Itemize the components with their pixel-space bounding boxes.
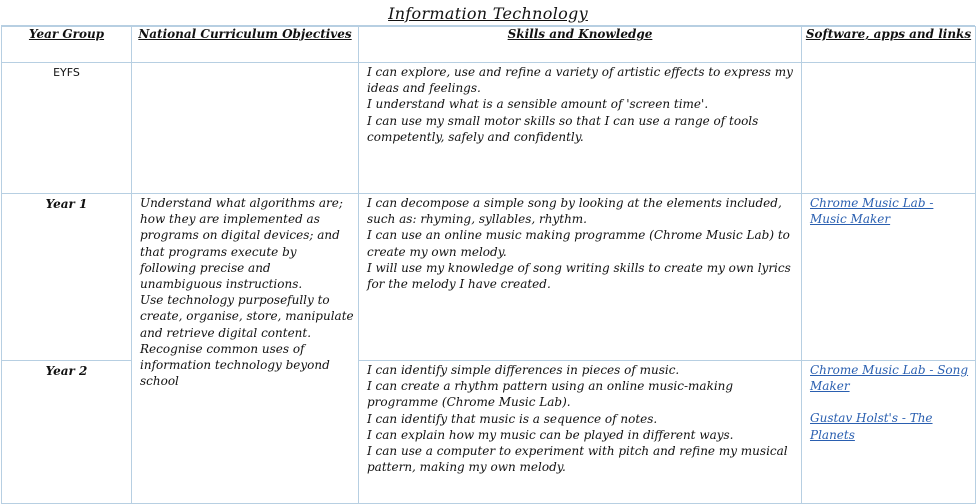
skill-item: I can identify simple differences in pieces of music. [367, 363, 680, 377]
year-cell: Year 2 [2, 361, 132, 504]
year-cell: EYFS [2, 63, 132, 194]
chrome-music-maker-link[interactable]: Chrome Music Lab - Music Maker [810, 196, 934, 227]
skills-cell [359, 361, 802, 504]
skill-item: I can identify that music is a sequence of notes. [367, 411, 658, 426]
link-spacer [810, 394, 969, 410]
skill-item: I understand what is a sensible amount of 'screen time'. [367, 97, 709, 112]
page-title: Information Technology [388, 4, 588, 23]
header-software: Software, apps and links [802, 27, 976, 63]
objective-item: Understand what algorithms are; how they are implemented as programs on digital devices; and that programs execute by following precise and unambiguous instructions. [140, 196, 343, 292]
header-objectives: National Curriculum Objectives [132, 27, 359, 63]
skill-item: I will use my knowledge of song writing skills to create my own lyrics for the melody I have created. [367, 260, 791, 292]
objectives-cell [132, 194, 359, 504]
header-skills: Skills and Knowledge [359, 27, 802, 63]
header-year-group: Year Group [2, 27, 132, 63]
objective-item: Use technology purposefully to create, organise, store, manipulate and retrieve digital content. [140, 293, 354, 340]
objective-item: Recognise common uses of information technology beyond school [140, 341, 330, 389]
skill-item: I can decompose a simple song by looking at the elements included, such as: rhyming, syllables, rhythm. [367, 196, 782, 227]
skill-item: I can use my small motor skills so that I can use a range of tools competently, safely and confidently. [367, 113, 759, 144]
skills-cell [359, 194, 802, 361]
skills-cell [359, 63, 802, 194]
year-cell: Year 1 [2, 194, 132, 361]
software-cell [802, 361, 976, 504]
header-row [2, 27, 976, 63]
objectives-cell-empty [132, 63, 359, 194]
skill-item: I can explore, use and refine a variety of artistic effects to express my ideas and feelings. [367, 65, 793, 96]
table-row-eyfs [2, 63, 976, 194]
curriculum-table [1, 26, 976, 504]
skill-item: I can use an online music making programme (Chrome Music Lab) to create my own melody. [367, 228, 790, 259]
software-cell [802, 194, 976, 361]
table-row-year1 [2, 194, 976, 361]
holst-planets-link[interactable]: Gustav Holst's - The Planets [810, 411, 933, 442]
software-cell-empty [802, 63, 976, 194]
chrome-song-maker-link[interactable]: Chrome Music Lab - Song Maker [810, 363, 969, 394]
skill-item: I can create a rhythm pattern using an online music-making programme (Chrome Music Lab). [367, 379, 734, 410]
skill-item: I can explain how my music can be played in different ways. [367, 427, 734, 442]
skill-item: I can use a computer to experiment with pitch and refine my musical pattern, making my own melody. [367, 444, 788, 475]
